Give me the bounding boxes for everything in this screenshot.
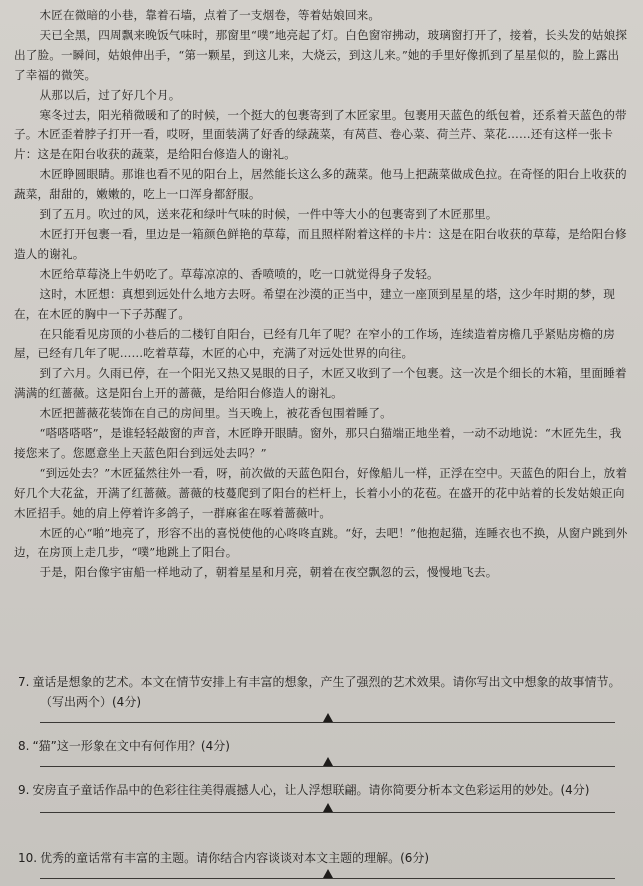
answer-line[interactable] xyxy=(40,878,615,879)
paragraph: 木匠打开包裹一看，里边是一箱颜色鲜艳的草莓，而且照样附着这样的卡片：这是在阳台收获的草莓，是给阳台修造人的谢礼。 xyxy=(14,226,627,261)
paragraph: 从那以后，过了好几个月。 xyxy=(39,87,181,102)
paragraph: 天已全黑，四周飘来晚饭气味时，那窗里“噗”地亮起了灯。白色窗帘拂动，玻璃窗打开了，接着，长头发的姑娘探出了脸。一瞬间，姑娘伸出手，“第一颗星，到这儿来，大烧云，到这儿来。”她的手里好像抓到了星星似的，脸上露出了幸福的微笑。 xyxy=(14,27,628,82)
paragraph: “嗒嗒嗒嗒”，是谁轻轻敲窗的声音，木匠睁开眼睛。窗外，那只白猫端正地坐着，一动不动地说：“木匠先生，我接您来了。您愿意坐上天蓝色阳台到远处去吗？” xyxy=(14,426,622,460)
paragraph: 木匠的心“啪”地亮了，形容不出的喜悦使他的心咚咚直跳。“好，去吧！”他抱起猫，连睡衣也不换，从窗户跳到外边，在房顶上走几步，“噗”地跳上了阳台。 xyxy=(14,525,628,560)
paragraph: 木匠在微暗的小巷，靠着石墙，点着了一支烟卷，等着姑娘回来。 xyxy=(39,8,381,22)
answer-line[interactable] xyxy=(40,766,615,767)
paragraph: “到远处去？”木匠猛然往外一看，呀，前次做的天蓝色阳台，好像船儿一样，正浮在空中。天蓝色的阳台上，放着好几个大花盆，开满了红蔷薇。蔷薇的枝蔓爬到了阳台的栏杆上，长着小小的花苞。在盛开的花中站着的长发姑娘正向木匠招手。她的肩上停着许多鸽子，一群麻雀在啄着蔷薇叶。 xyxy=(14,465,628,520)
question-10 xyxy=(14,848,629,886)
question-number: 9. xyxy=(18,783,30,797)
question-text: 童话是想象的艺术。本文在情节安排上有丰富的想象，产生了强烈的艺术效果。请你写出文中想象的故事情节。（写出两个）(4分) xyxy=(32,675,621,709)
answer-line[interactable] xyxy=(40,812,615,813)
question-8 xyxy=(14,736,629,780)
question-text: 优秀的童话常有丰富的主题。请你结合内容谈谈对本文主题的理解。(6分) xyxy=(40,851,430,865)
paragraph: 寒冬过去，阳光稍微暖和了的时候，一个挺大的包裹寄到了木匠家里。包裹用天蓝色的纸包着，还系着天蓝色的带子。木匠歪着脖子打开一看，哎呀，里面装满了好香的绿蔬菜，有莴苣、卷心菜、荷兰芹、菜花……还有这样一张卡片：这是在阳台收获的蔬菜，是给阳台修造人的谢礼。 xyxy=(14,107,627,162)
question-number: 7. xyxy=(18,675,30,689)
answer-marker-icon xyxy=(323,757,333,766)
answer-marker-icon xyxy=(323,803,333,812)
question-number: 10. xyxy=(18,851,38,865)
paragraph: 在只能看见房顶的小巷后的二楼钉自阳台，已经有几年了呢？在窄小的工作场，连续造着房檐几乎紧贴房檐的房屋，已经有几年了呢……吃着草莓，木匠的心中，充满了对远处世界的向往。 xyxy=(14,326,615,361)
answer-marker-icon xyxy=(323,713,333,722)
paragraph: 木匠给草莓浇上牛奶吃了。草莓凉凉的、香喷喷的，吃一口就觉得身子发轻。 xyxy=(39,266,439,281)
paragraph: 到了六月。久雨已停，在一个阳光又热又晃眼的日子，木匠又收到了一个包裹。这一次是个细长的木箱，里面睡着满满的红蔷薇。这是阳台上开的蔷薇，是给阳台修造人的谢礼。 xyxy=(14,366,627,401)
question-9 xyxy=(14,780,629,848)
paragraph: 木匠把蔷薇花装饰在自己的房间里。当天晚上，被花香包围着睡了。 xyxy=(39,406,392,421)
question-7 xyxy=(14,672,629,736)
answer-marker-icon xyxy=(323,869,333,878)
question-section xyxy=(14,672,629,886)
paragraph: 到了五月。吹过的风，送来花和绿叶气味的时候，一件中等大小的包裹寄到了木匠那里。 xyxy=(39,207,498,222)
answer-line[interactable] xyxy=(40,722,615,723)
question-text: “猫”这一形象在文中有何作用？(4分) xyxy=(32,739,230,753)
question-text: 安房直子童话作品中的色彩往往美得震撼人心，让人浮想联翩。请你简要分析本文色彩运用的妙处。(4分) xyxy=(32,783,590,797)
paragraph: 木匠睁圆眼睛。那谁也看不见的阳台上，居然能长这么多的蔬菜。他马上把蔬菜做成色拉。在奇怪的阳台上收获的蔬菜，甜甜的，嫩嫩的，吃上一口浑身都舒服。 xyxy=(14,167,627,202)
question-number: 8. xyxy=(18,739,30,753)
story-passage xyxy=(14,6,629,583)
paragraph: 于是，阳台像宇宙船一样地动了，朝着星星和月亮，朝着在夜空飘忽的云，慢慢地飞去。 xyxy=(39,565,498,580)
paragraph: 这时，木匠想：真想到远处什么地方去呀。希望在沙漠的正当中，建立一座顶到星星的塔，这少年时期的梦，现在，在木匠的胸中一下子苏醒了。 xyxy=(14,286,615,321)
